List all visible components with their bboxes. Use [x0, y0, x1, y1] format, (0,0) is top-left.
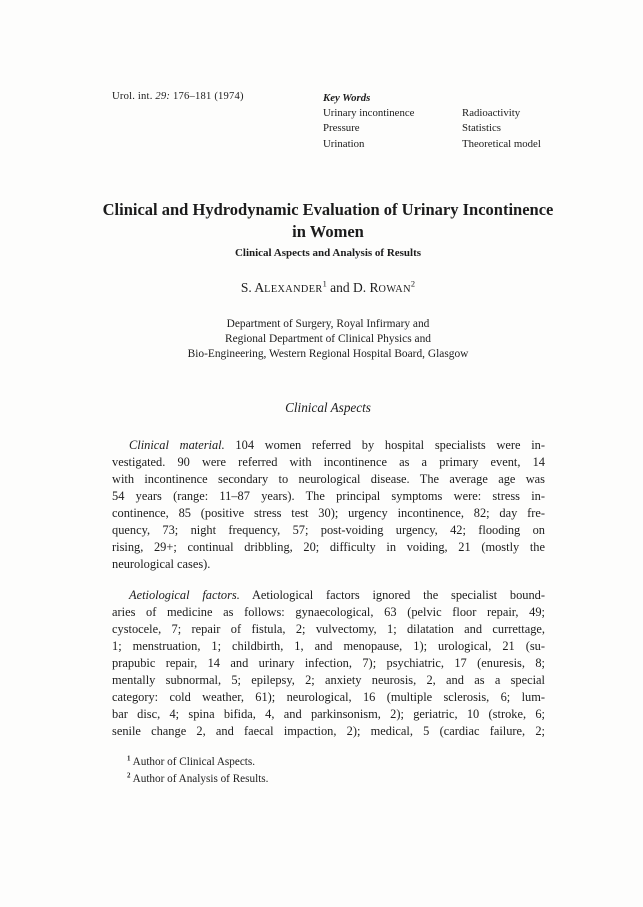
- keyword: Urination: [323, 137, 365, 150]
- footnote: $^2$ Author of Analysis of Results.: [127, 771, 269, 785]
- keywords-block: [323, 91, 541, 152]
- affiliation-block: [98, 317, 558, 362]
- text-line: cystocele, 7; repair of fistula, 2; vulvectomy, 1; dilatation and currettage,: [112, 622, 545, 636]
- paper-subtitle: Clinical Aspects and Analysis of Results: [234, 247, 422, 259]
- keyword: Pressure: [323, 122, 360, 135]
- text-line: category: cold weather, 61); neurological, 16 (multiple sclerosis, 6; lum-: [112, 690, 545, 704]
- text-line: prapubic repair, 14 and urinary infection, 7); psychiatric, 17 (enuresis, 8;: [112, 656, 545, 670]
- keywords-title: Key Words: [323, 92, 371, 104]
- affiliation-line: Regional Department of Clinical Physics and: [225, 333, 431, 345]
- text-line: rising, 29+; continual dribbling, 20; difficulty in voiding, 21 (mostly the: [112, 540, 545, 554]
- text-line: Clinical material. 104 women referred by hospital specialists were in-: [129, 438, 546, 452]
- footnote: $^1$ Author of Clinical Aspects.: [127, 754, 256, 768]
- keyword: Statistics: [462, 122, 501, 135]
- text-line: vestigated. 90 were referred with incontinence as a primary event, 14: [112, 455, 545, 469]
- text-line: quency, 73; night frequency, 57; post-voiding urgency, 42; flooding on: [112, 523, 545, 537]
- paragraph: [112, 587, 545, 740]
- authors-line: S. ALEXANDER$^1$ and D. ROWAN$^2$: [240, 279, 416, 295]
- text-line: bar disc, 4; spina bifida, 4, and parkinsonism, 2); geriatric, 10 (stroke, 6;: [112, 707, 545, 721]
- journal-reference: Urol. int. 29: 176–181 (1974): [112, 91, 244, 102]
- text-line: 54 years (range: 11–87 years). The principal symptoms were: stress in-: [112, 489, 545, 503]
- text-line: neurological cases).: [112, 557, 211, 571]
- paragraph: [112, 437, 545, 573]
- affiliation-line: Bio-Engineering, Western Regional Hospital Board, Glasgow: [187, 348, 469, 360]
- text-line: mentally subnormal, 5; epilepsy, 2; anxiety neurosis, 2, and as a special: [112, 673, 545, 687]
- text-line: continence, 85 (positive stress test 30); urgency incontinence, 82; day fre-: [112, 506, 545, 520]
- text-line: with incontinence secondary to neurological disease. The average age was: [112, 472, 545, 486]
- affiliation-line: Department of Surgery, Royal Infirmary and: [226, 318, 430, 330]
- paper-title-line-2: in Women: [292, 221, 364, 241]
- paper-title: [98, 199, 558, 242]
- keywords-column-1: [323, 106, 462, 152]
- text-line: 1; menstruation, 1; childbirth, 1, and menopause, 1); urological, 21 (su-: [112, 639, 545, 653]
- footnotes-block: [112, 754, 545, 788]
- keywords-columns: [323, 106, 541, 152]
- body-text: [112, 437, 545, 740]
- keyword: Theoretical model: [462, 137, 541, 150]
- paper-title-line-1: Clinical and Hydrodynamic Evaluation of Urinary Incontinence: [102, 200, 554, 219]
- keywords-column-2: [462, 106, 541, 152]
- text-line: aries of medicine as follows: gynaecological, 63 (pelvic floor repair, 49;: [112, 605, 545, 619]
- keyword: Urinary incontinence: [323, 107, 415, 120]
- text-line: Aetiological factors. Aetiological factors ignored the specialist bound-: [129, 588, 545, 602]
- keyword: Radioactivity: [462, 107, 521, 120]
- text-line: senile change 2, and faecal impaction, 2); medical, 5 (cardiac failure, 2;: [112, 724, 545, 738]
- section-heading-clinical-aspects: Clinical Aspects: [285, 400, 371, 415]
